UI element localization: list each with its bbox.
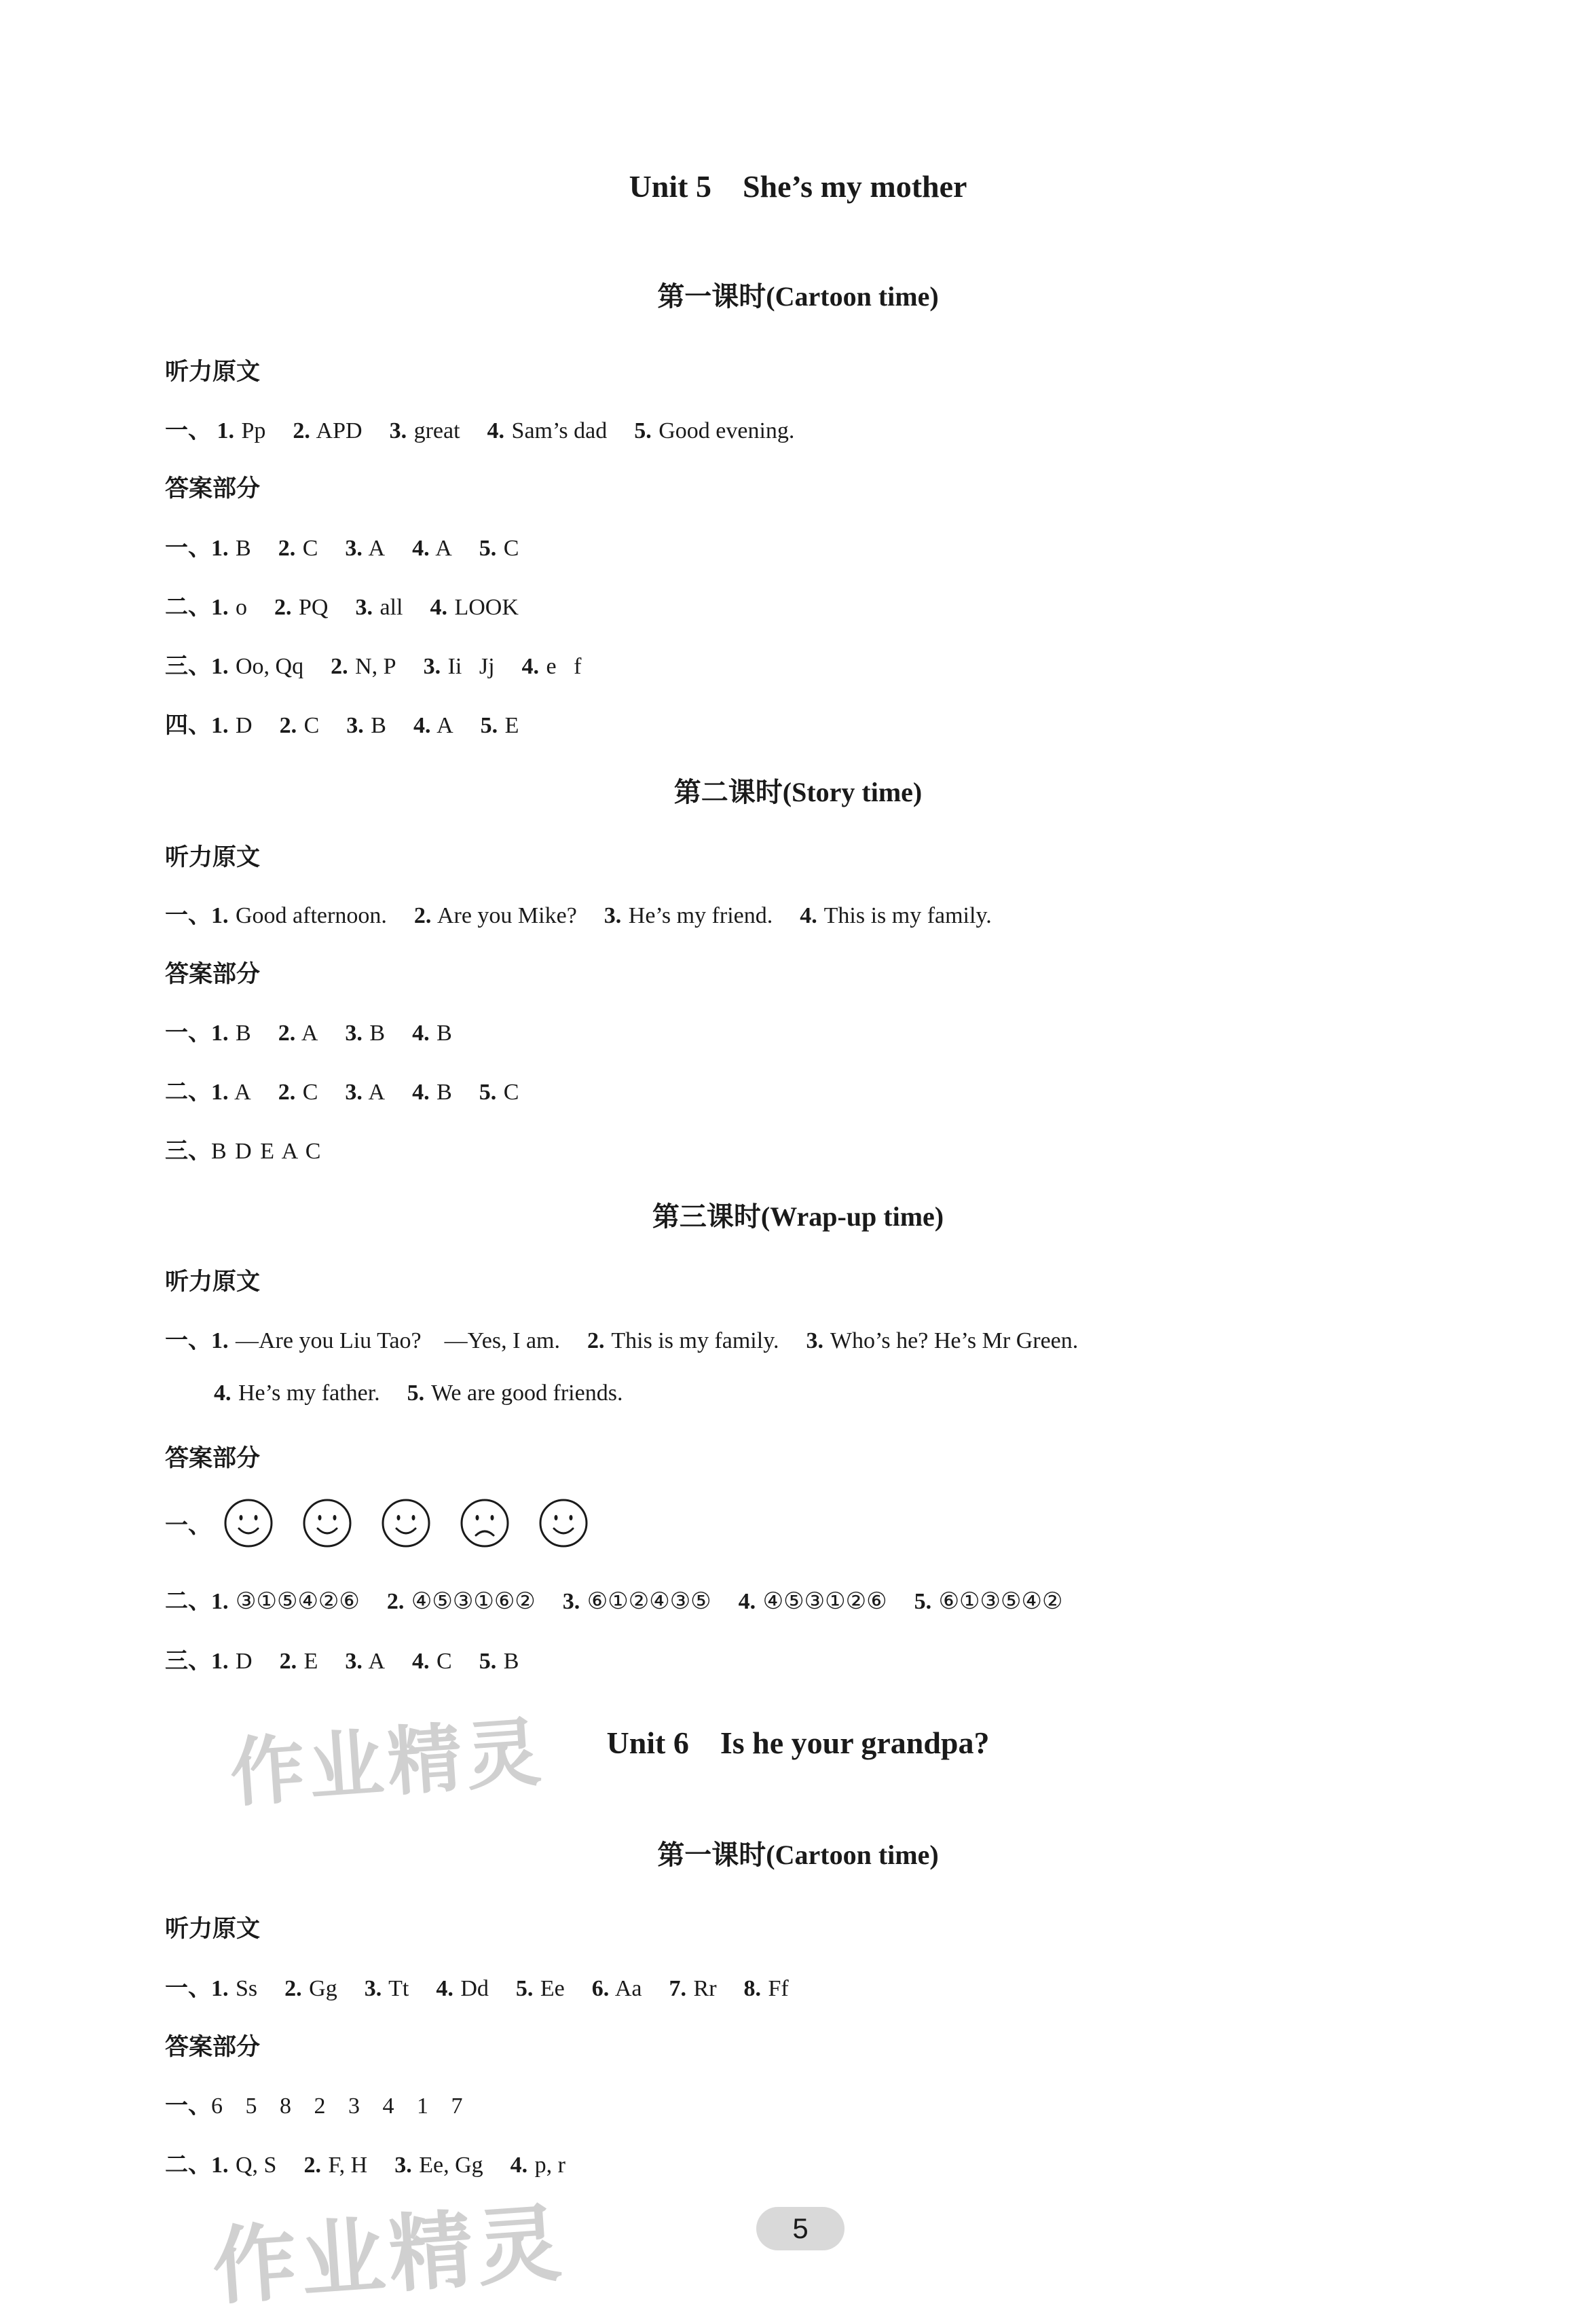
u6-l1-listening-line: 一、1. Ss 2. Gg 3. Tt 4. Dd 5. Ee 6. Aa 7. Rr 8. Ff <box>165 1975 789 2002</box>
answer-item <box>345 1649 385 1675</box>
item-number: 4. <box>214 1381 231 1406</box>
item-number: 2. <box>278 1080 296 1105</box>
u5-l1-answer-row-1: 一、1. B 2. C 3. A 4. A 5. C <box>165 534 519 562</box>
answer-item <box>280 1649 318 1675</box>
answer-item <box>412 1649 452 1675</box>
item-number: 5. <box>634 418 652 443</box>
answer-item <box>211 713 253 739</box>
answer-text: 6 5 8 2 3 4 1 7 <box>211 2094 464 2119</box>
unit-5-name: She’s my mother <box>742 169 967 204</box>
answer-item <box>278 536 318 562</box>
u5-l1-answer-row-4: 四、1. D 2. C 3. B 4. A 5. E <box>165 712 519 739</box>
item-number: 3. <box>355 595 373 620</box>
item-number: 1. <box>217 418 234 443</box>
answer-item <box>744 1976 789 2002</box>
item-number: 1. <box>211 1021 229 1046</box>
item-number: 2. <box>279 713 297 738</box>
answer-item <box>481 713 519 739</box>
item-number: 4. <box>738 1589 756 1614</box>
item-text: Who’s he? He’s Mr Green. <box>830 1328 1079 1353</box>
item-number: 1. <box>211 1589 229 1614</box>
u5-l2-answer-row-3: 三、B D E A C <box>165 1137 322 1165</box>
smile-icon <box>301 1497 353 1549</box>
item-text: B <box>437 1080 452 1105</box>
u6-l1-listening-heading: 听力原文 <box>165 1916 261 1943</box>
item-text: APD <box>316 418 363 443</box>
answer-item <box>293 418 362 444</box>
item-text: ⑥①③⑤④② <box>938 1589 1063 1614</box>
item-number: 1. <box>211 1080 229 1105</box>
item-text: Ss <box>236 1976 258 2001</box>
answer-item <box>211 1976 257 2002</box>
item-number: 4. <box>487 418 505 443</box>
item-text: ④⑤③①②⑥ <box>762 1589 887 1614</box>
item-text: Ii Jj <box>447 654 495 679</box>
item-number: 5. <box>480 713 498 738</box>
answer-item <box>407 1381 623 1406</box>
item-number: 2. <box>284 1976 302 2001</box>
answer-item <box>669 1976 717 2002</box>
item-text: PQ <box>299 595 329 620</box>
u5-lesson3-title: 第三课时(Wrap-up time) <box>652 1201 944 1232</box>
item-text: F, H <box>328 2153 368 2178</box>
item-number: 1. <box>211 2153 229 2178</box>
answer-item <box>516 1976 565 2002</box>
answer-item <box>563 1588 711 1615</box>
smile-icon <box>538 1497 589 1549</box>
item-number: 4. <box>800 903 817 928</box>
item-number: 2. <box>279 1649 297 1674</box>
item-number: 1. <box>211 1976 229 2001</box>
item-number: 3. <box>394 2153 412 2178</box>
u5-l2-answer-row-1: 一、1. B 2. A 3. B 4. B <box>165 1019 452 1046</box>
item-text: great <box>413 418 460 443</box>
item-text: B <box>371 713 386 738</box>
item-text: B <box>437 1021 452 1046</box>
u6-lesson1-title: 第一课时(Cartoon time) <box>657 1840 939 1870</box>
watermark: 作业精灵 <box>227 1708 548 1818</box>
item-text: E <box>303 1649 318 1674</box>
unit-6-number: Unit 6 <box>606 1725 689 1760</box>
item-number: 3. <box>806 1328 823 1353</box>
answer-item <box>278 1080 318 1105</box>
answer-item <box>413 713 453 739</box>
u5-l3-listening-line-2 <box>214 1381 623 1406</box>
answer-item <box>604 903 773 929</box>
listening-items <box>217 418 795 443</box>
answer-item <box>331 654 396 680</box>
item-number: 1. <box>211 903 229 928</box>
item-number: 2. <box>278 1021 296 1046</box>
item-text: Aa <box>614 1976 642 2001</box>
item-text: Good evening. <box>658 418 795 443</box>
item-text: all <box>379 595 403 620</box>
item-text: Ee, Gg <box>419 2153 483 2178</box>
item-number: 4. <box>412 1080 430 1105</box>
unit-6-title <box>0 1725 1596 1761</box>
item-text: D <box>236 713 253 738</box>
answer-item <box>914 1588 1063 1615</box>
item-text: ④⑤③①⑥② <box>411 1589 536 1614</box>
unit-5-number: Unit 5 <box>629 169 711 204</box>
u6-l1-answer-row-2: 二、1. Q, S 2. F, H 3. Ee, Gg 4. p, r <box>165 2151 565 2178</box>
item-text: C <box>503 1080 519 1105</box>
answer-item <box>284 1976 337 2002</box>
item-number: 5. <box>407 1381 425 1406</box>
answer-item <box>800 903 992 929</box>
item-number: 2. <box>413 903 432 928</box>
item-number: 4. <box>430 595 447 620</box>
item-text: A <box>437 713 453 738</box>
item-text: Ff <box>768 1976 789 2001</box>
item-number: 1. <box>211 654 229 679</box>
item-number: 4. <box>521 654 540 679</box>
answer-item <box>412 1021 452 1046</box>
item-number: 6. <box>591 1976 610 2001</box>
answer-item <box>211 654 303 680</box>
answer-item <box>355 595 403 621</box>
answer-item <box>424 654 495 680</box>
answer-item <box>365 1976 409 2002</box>
unit-5-title <box>0 168 1596 204</box>
item-text: Rr <box>693 1976 717 2001</box>
item-text: Dd <box>460 1976 489 2001</box>
answer-item <box>211 1021 251 1046</box>
item-number: 1. <box>211 595 229 620</box>
item-number: 5. <box>479 1080 497 1105</box>
item-number: 5. <box>479 536 497 561</box>
answer-item <box>217 418 266 444</box>
item-text: Q, S <box>236 2153 277 2178</box>
answer-item <box>479 1649 519 1675</box>
item-number: 3. <box>345 1021 363 1046</box>
u5-l3-listening-line-1: 一、1. —Are you Liu Tao? —Yes, I am. 2. This is my family. 3. Who’s he? He’s Mr Green. <box>165 1327 1079 1354</box>
answer-item <box>487 418 608 444</box>
answer-item <box>390 418 460 444</box>
item-number: 3. <box>604 903 622 928</box>
item-number: 4. <box>436 1976 453 2001</box>
answer-item <box>430 595 518 621</box>
answer-item <box>214 1381 380 1406</box>
item-text: A <box>368 1080 386 1105</box>
item-number: 4. <box>412 536 430 561</box>
item-text: A <box>435 536 452 561</box>
unit-6-name: Is he your grandpa? <box>720 1725 990 1760</box>
answer-item <box>634 418 794 444</box>
answer-item <box>479 1080 519 1105</box>
answer-item <box>479 536 519 562</box>
answer-item <box>394 2153 483 2178</box>
page-number: 5 <box>756 2207 845 2250</box>
item-number: 1. <box>211 1649 229 1674</box>
item-text: Sam’s dad <box>511 418 608 443</box>
item-text: Pp <box>241 418 266 443</box>
smile-icon <box>223 1497 274 1549</box>
u5-l3-answer-row-3: 三、1. D 2. E 3. A 4. C 5. B <box>165 1647 519 1675</box>
answer-item <box>211 1328 560 1354</box>
watermark: 作业精灵 <box>209 2195 569 2317</box>
answer-item <box>739 1588 887 1615</box>
item-number: 3. <box>345 536 363 561</box>
item-number: 7. <box>669 1976 687 2001</box>
u5-l1-listening-heading: 听力原文 <box>165 359 261 386</box>
item-number: 2. <box>293 418 310 443</box>
item-text: o <box>236 595 247 620</box>
item-number: 3. <box>562 1589 580 1614</box>
u6-l1-answer-row-1: 一、6 5 8 2 3 4 1 7 <box>165 2092 464 2119</box>
item-text: B <box>369 1021 386 1046</box>
answer-item <box>511 2153 565 2178</box>
item-text: p, r <box>534 2153 565 2178</box>
item-number: 1. <box>211 536 229 561</box>
answer-item <box>211 595 247 621</box>
item-text: Gg <box>309 1976 337 2001</box>
answer-item <box>211 536 251 562</box>
answer-text: B D E A C <box>211 1139 322 1164</box>
answer-item <box>346 713 386 739</box>
u5-l1-answer-row-2: 二、1. o 2. PQ 3. all 4. LOOK <box>165 593 519 621</box>
item-number: 2. <box>331 654 348 679</box>
answer-item <box>414 903 577 929</box>
answer-item <box>387 1588 536 1615</box>
item-number: 1. <box>211 1328 229 1353</box>
item-text: A <box>368 1649 386 1674</box>
u5-l2-listening-heading: 听力原文 <box>165 844 261 871</box>
answer-item <box>211 1649 253 1675</box>
item-text: C <box>437 1649 452 1674</box>
answer-item <box>806 1328 1079 1354</box>
item-text: We are good friends. <box>431 1381 623 1406</box>
u5-l2-listening-line: 一、1. Good afternoon. 2. Are you Mike? 3. He’s my friend. 4. This is my family. <box>165 902 992 929</box>
item-number: 2. <box>274 595 292 620</box>
answer-item <box>211 2153 276 2178</box>
u5-l3-answers-heading: 答案部分 <box>165 1445 261 1472</box>
item-number: 3. <box>389 418 407 443</box>
item-number: 5. <box>914 1589 932 1614</box>
item-text: Oo, Qq <box>236 654 304 679</box>
item-text: A <box>234 1080 251 1105</box>
item-text: C <box>503 536 519 561</box>
answer-item <box>211 1588 360 1615</box>
item-text: He’s my father. <box>238 1381 380 1406</box>
answer-item <box>274 595 328 621</box>
item-text: A <box>301 1021 318 1046</box>
u5-l2-answers-heading: 答案部分 <box>165 961 261 988</box>
answer-item <box>345 1080 385 1105</box>
item-text: C <box>302 536 318 561</box>
answer-item <box>412 536 452 562</box>
item-text: C <box>302 1080 318 1105</box>
item-number: 4. <box>413 713 431 738</box>
u5-l1-answer-row-3: 三、1. Oo, Qq 2. N, P 3. Ii Jj 4. e f <box>165 653 582 680</box>
item-number: 3. <box>346 713 364 738</box>
u5-l3-answer-row-2: 二、1. ③①⑤④②⑥ 2. ④⑤③①⑥② 3. ⑥①②④③⑤ 4. ④⑤③①②⑥ 5. ⑥①③⑤④② <box>165 1588 1063 1615</box>
item-text: e f <box>546 654 582 679</box>
u5-l3-listening-heading: 听力原文 <box>165 1268 261 1296</box>
item-number: 1. <box>211 713 229 738</box>
u5-lesson2-title: 第二课时(Story time) <box>673 777 923 807</box>
item-number: 3. <box>364 1976 382 2001</box>
item-number: 2. <box>386 1589 405 1614</box>
item-text: C <box>303 713 320 738</box>
item-text: B <box>236 536 251 561</box>
item-text: Tt <box>388 1976 409 2001</box>
u5-l1-listening-line: 一、 1. Pp 2. APD 3. great 4. Sam’s dad 5. Good evening. <box>165 417 795 444</box>
item-number: 3. <box>345 1649 363 1674</box>
u5-l2-answer-row-2: 二、1. A 2. C 3. A 4. B 5. C <box>165 1078 519 1105</box>
answer-item <box>345 1021 385 1046</box>
u5-lesson1-title: 第一课时(Cartoon time) <box>657 281 939 312</box>
item-text: LOOK <box>454 595 519 620</box>
item-text: ⑥①②④③⑤ <box>587 1589 711 1614</box>
item-text: Ee <box>540 1976 565 2001</box>
item-number: 4. <box>412 1649 430 1674</box>
answer-item <box>522 654 582 680</box>
item-text: B <box>503 1649 519 1674</box>
u5-l3-answer-faces-row: 一、 <box>165 1497 589 1549</box>
frown-icon <box>459 1497 511 1549</box>
smile-icon <box>380 1497 432 1549</box>
item-text: Good afternoon. <box>236 903 387 928</box>
answer-item <box>436 1976 489 2002</box>
item-number: 8. <box>743 1976 762 2001</box>
item-text: This is my family. <box>611 1328 779 1353</box>
item-text: —Are you Liu Tao? —Yes, I am. <box>236 1328 560 1353</box>
item-number: 5. <box>515 1976 534 2001</box>
item-text: N, P <box>355 654 396 679</box>
item-text: This is my family. <box>823 903 992 928</box>
item-number: 2. <box>303 2153 321 2178</box>
answer-item <box>211 1080 251 1105</box>
u6-l1-answers-heading: 答案部分 <box>165 2034 261 2061</box>
item-text: He’s my friend. <box>628 903 773 928</box>
item-number: 4. <box>510 2153 528 2178</box>
item-text: B <box>236 1021 251 1046</box>
item-text: Are you Mike? <box>437 903 577 928</box>
item-number: 5. <box>479 1649 497 1674</box>
item-text: ③①⑤④②⑥ <box>236 1589 360 1614</box>
item-text: A <box>368 536 386 561</box>
item-number: 3. <box>423 654 441 679</box>
face-answers <box>223 1497 589 1549</box>
answer-item <box>345 536 385 562</box>
answer-item <box>587 1328 779 1354</box>
answer-item <box>278 1021 318 1046</box>
item-text: D <box>236 1649 253 1674</box>
item-number: 4. <box>412 1021 430 1046</box>
answer-item <box>412 1080 452 1105</box>
item-number: 2. <box>278 536 296 561</box>
answer-item <box>303 2153 367 2178</box>
item-number: 3. <box>345 1080 363 1105</box>
item-number: 2. <box>587 1328 605 1353</box>
u5-l1-answers-heading: 答案部分 <box>165 475 261 502</box>
answer-item <box>211 903 387 929</box>
item-text: E <box>504 713 519 738</box>
answer-item <box>592 1976 642 2002</box>
answer-item <box>280 713 320 739</box>
